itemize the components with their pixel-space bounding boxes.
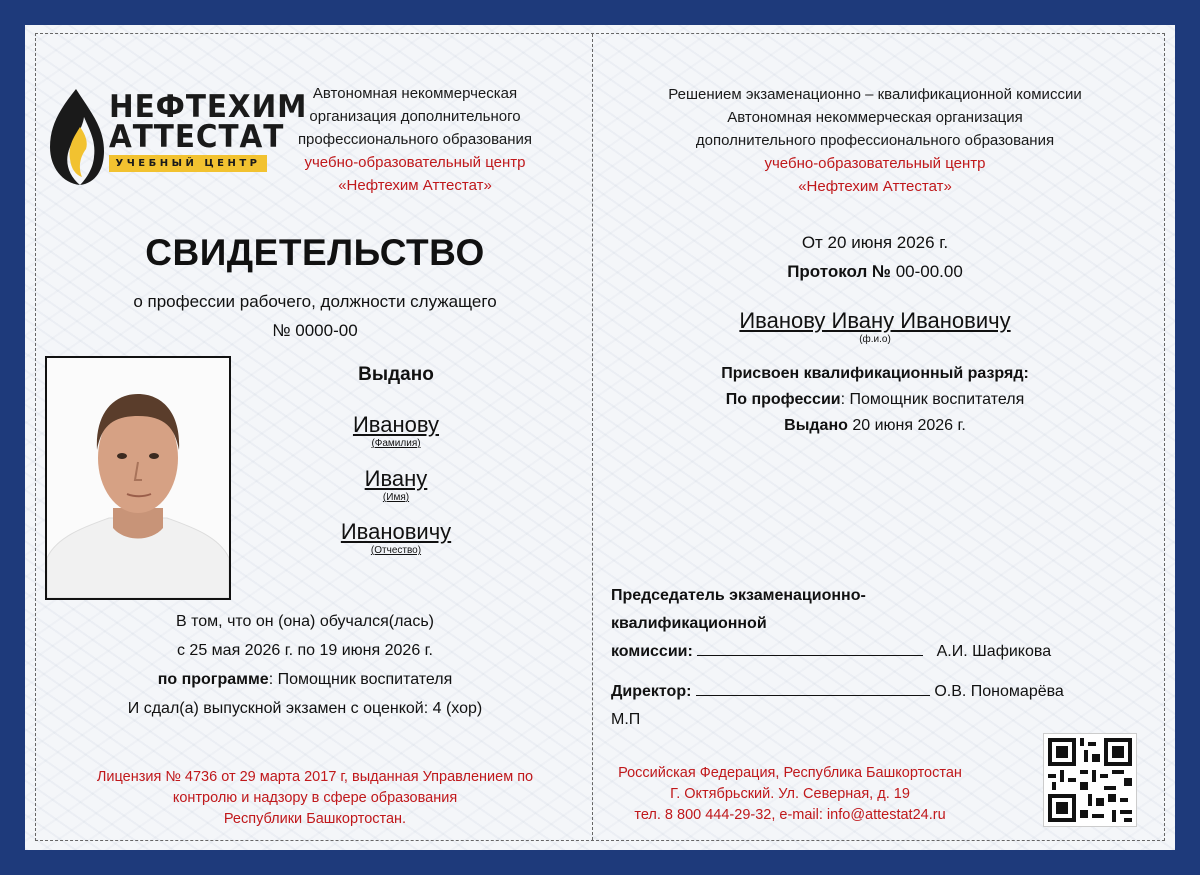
license-line1: Лицензия № 4736 от 29 марта 2017 г, выданная Управлением по	[96, 769, 534, 785]
stamp-place: М.П	[611, 711, 641, 728]
firstname-block	[291, 466, 501, 503]
protocol-label: Протокол №	[787, 262, 891, 281]
license-line2: контролю и надзору в сфере образования	[172, 790, 458, 806]
director-name: О.В. Пономарёва	[934, 683, 1064, 700]
issued-label: Выдано	[784, 417, 848, 434]
profession-label: По профессии	[725, 391, 841, 408]
address-block	[590, 763, 990, 826]
rank-label: Присвоен квалификационный разряд:	[721, 365, 1029, 382]
company-logo	[46, 85, 308, 195]
decision-line3: дополнительного профессионального образования	[695, 132, 1055, 149]
fold-line	[592, 34, 593, 840]
director-signature-line	[696, 681, 930, 696]
person-photo-icon	[47, 358, 229, 598]
org-line3: профессионального образования	[297, 131, 533, 148]
certificate-title: СВИДЕТЕЛЬСТВО	[145, 232, 485, 273]
protocol-value: 00-00.00	[890, 262, 963, 281]
surname-value: Иванову	[352, 412, 440, 437]
firstname-caption: (Имя)	[382, 492, 410, 503]
signatures-block	[611, 582, 1101, 734]
issued-value: 20 июня 2026 г.	[847, 417, 966, 434]
chair-line3: комиссии:	[611, 643, 693, 660]
address-line1: Российская Федерация, Республика Башкортостан	[618, 765, 962, 781]
surname-block	[291, 412, 501, 449]
address-line2: Г. Октябрьский. Ул. Северная, д. 19	[670, 786, 910, 802]
qr-code	[1043, 733, 1137, 827]
profession-line	[615, 387, 1135, 413]
director-label: Директор:	[611, 683, 692, 700]
decision-line4: учебно-образовательный центр	[764, 155, 986, 172]
org-line4: учебно-образовательный центр	[304, 154, 526, 171]
fullname-caption: (ф.и.о)	[859, 334, 891, 345]
chair-line1: Председатель экзаменационно-	[611, 587, 866, 604]
decision-line2: Автономная некоммерческая организация	[727, 109, 1023, 126]
study-line2: с 25 мая 2026 г. по 19 июня 2026 г.	[176, 642, 433, 659]
qr-code-icon	[1044, 734, 1136, 826]
decision-line1: Решением экзаменационно – квалификационной комиссии	[668, 86, 1082, 103]
patronymic-caption: (Отчество)	[370, 545, 422, 556]
program-value: : Помощник воспитателя	[268, 671, 453, 688]
decision-line5: «Нефтехим Аттестат»	[798, 178, 952, 195]
chair-line2: квалификационной	[611, 615, 767, 632]
study-line1: В том, что он (она) обучался(лась)	[176, 613, 434, 630]
fullname-value: Иванову Ивану Ивановичу	[739, 308, 1011, 333]
issued-line	[615, 413, 1135, 439]
program-label: по программе	[157, 671, 269, 688]
certificate-number: № 0000-00	[272, 321, 358, 340]
chair-signature-line	[697, 641, 923, 656]
logo-subtitle: УЧЕБНЫЙ ЦЕНТР	[109, 155, 267, 172]
date-line: От 20 июня 2026 г.	[801, 233, 949, 252]
holder-photo	[45, 356, 231, 600]
director-sign-row	[611, 678, 1101, 706]
patronymic-value: Ивановичу	[340, 519, 452, 544]
org-line5: «Нефтехим Аттестат»	[338, 177, 492, 194]
profession-value: : Помощник воспитателя	[840, 391, 1025, 408]
certificate-sheet	[25, 25, 1175, 850]
issued-to-label: Выдано	[358, 364, 434, 385]
address-line3: тел. 8 800 444-29-32, e-mail: info@attestat24.ru	[634, 807, 946, 823]
chair-sign-row	[611, 638, 1101, 666]
org-line1: Автономная некоммерческая	[312, 85, 518, 102]
rank-block	[615, 361, 1135, 439]
patronymic-block	[291, 519, 501, 556]
certificate-subtitle: о профессии рабочего, должности служащего	[133, 292, 497, 311]
exam-line: И сдал(а) выпускной экзамен с оценкой: 4 (хор)	[127, 700, 483, 717]
surname-caption: (Фамилия)	[371, 438, 421, 449]
logo-line2: АТТЕСТАТ	[109, 119, 285, 155]
license-line3: Республики Башкортостан.	[223, 811, 407, 827]
program-line	[85, 665, 525, 694]
decision-block	[615, 83, 1135, 198]
license-block	[45, 767, 585, 830]
fullname-block	[615, 308, 1135, 345]
flame-icon	[46, 87, 106, 187]
firstname-value: Ивану	[364, 466, 428, 491]
logo-line1: НЕФТЕХИМ	[109, 89, 308, 125]
protocol-line	[615, 262, 1135, 282]
study-block	[85, 607, 525, 723]
org-block	[275, 82, 555, 197]
org-line2: организация дополнительного	[309, 108, 521, 125]
chair-name: А.И. Шафикова	[936, 643, 1052, 660]
